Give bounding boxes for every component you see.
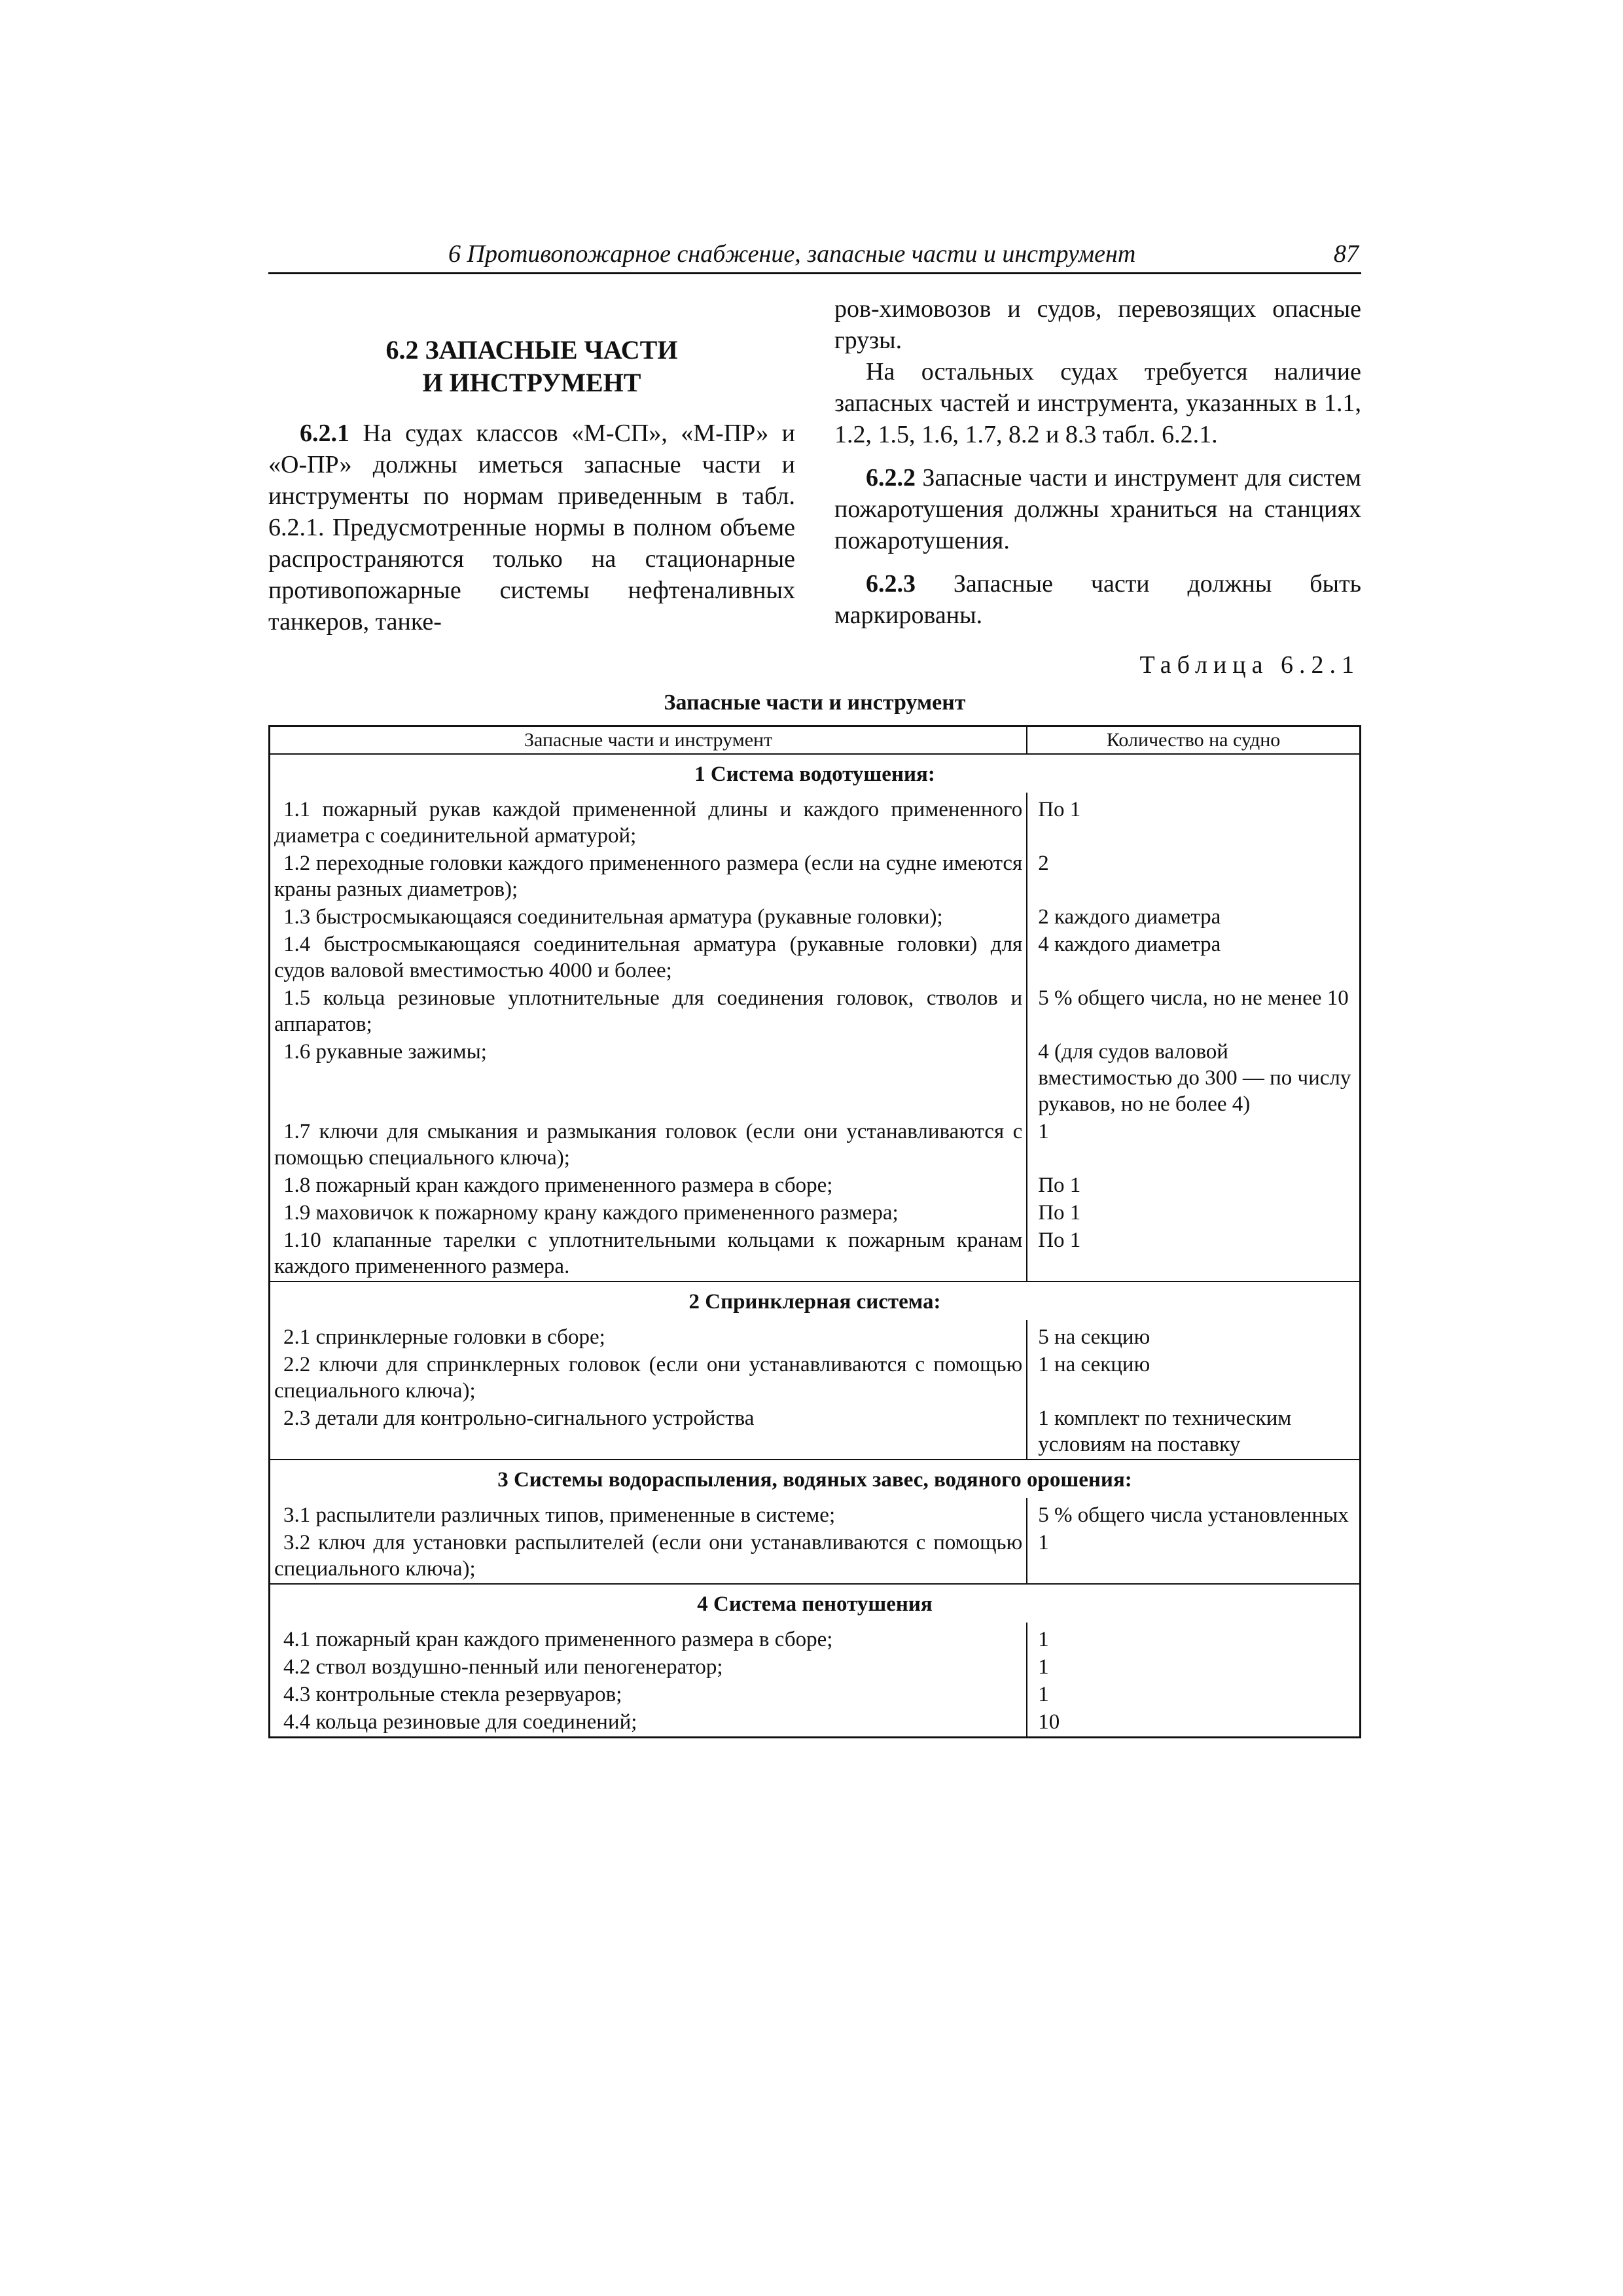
quantity-cell: По 1 xyxy=(1027,1200,1360,1227)
quantity-cell: 4 каждого диаметра xyxy=(1027,931,1360,985)
item-cell: 1.4 быстросмыкающаяся соединительная арматура (рукавные головки) для судов валовой вместимостью 4000 и более; xyxy=(274,933,1023,982)
column-header-quantity: Количество на судно xyxy=(1027,726,1360,755)
table-row xyxy=(270,850,1361,904)
quantity-cell: 1 xyxy=(1027,1681,1360,1709)
item-cell: 1.8 пожарный кран каждого примененного размера в сборе; xyxy=(283,1174,833,1197)
section-heading-line-1: 6.2 ЗАПАСНЫЕ ЧАСТИ xyxy=(385,335,678,365)
table-row xyxy=(270,1405,1361,1460)
paragraph-other-ships: На остальных судах требуется наличие запасных частей и инструмента, указанных в 1.1, 1.2, 1.5, 1.6, 1.7, 8.2 и 8.3 табл. 6.2.1. xyxy=(834,358,1361,448)
table-row xyxy=(270,1709,1361,1738)
table-row xyxy=(270,1119,1361,1172)
table-row xyxy=(270,1352,1361,1405)
item-cell: 2.2 ключи для спринклерных головок (если они устанавливаются с помощью специального ключа); xyxy=(274,1353,1023,1403)
table-row xyxy=(270,931,1361,985)
paragraph-6-2-2 xyxy=(834,462,1361,556)
clause-text: Запасные части и инструмент для систем пожаротушения должны храниться на станциях пожаротушения. xyxy=(834,464,1362,554)
item-cell: 4.3 контрольные стекла резервуаров; xyxy=(283,1683,622,1706)
table-row xyxy=(270,1498,1361,1530)
paragraph-6-2-3 xyxy=(834,568,1361,631)
table-row xyxy=(270,985,1361,1039)
table-row xyxy=(270,1200,1361,1227)
item-cell: 1.1 пожарный рукав каждой примененной длины и каждого примененного диаметра с соединительной арматурой; xyxy=(274,798,1023,848)
column-header-items: Запасные части и инструмент xyxy=(270,726,1027,755)
table-row xyxy=(270,1681,1361,1709)
paragraph-6-2-1 xyxy=(268,418,795,637)
item-cell: 1.6 рукавные зажимы; xyxy=(283,1040,487,1064)
quantity-cell: По 1 xyxy=(1027,793,1360,850)
clause-number: 6.2.3 xyxy=(866,570,916,598)
table-row xyxy=(270,904,1361,931)
item-cell: 3.2 ключ для установки распылителей (если они устанавливаются с помощью специального ключа); xyxy=(274,1531,1023,1581)
table-group-row xyxy=(270,1460,1361,1498)
spares-table xyxy=(268,725,1361,1738)
item-cell: 1.10 клапанные тарелки с уплотнительными кольцами к пожарным кранам каждого примененного размера. xyxy=(274,1229,1023,1278)
paragraph-continuation: ров-химовозов и судов, перевозящих опасные грузы. xyxy=(834,295,1361,354)
section-heading-line-2: И ИНСТРУМЕНТ xyxy=(422,368,641,397)
group-title: 3 Системы водораспыления, водяных завес, водяного орошения: xyxy=(270,1460,1361,1498)
group-title: 1 Система водотушения: xyxy=(270,754,1361,793)
quantity-cell: 10 xyxy=(1027,1709,1360,1738)
item-cell: 3.1 распылители различных типов, примененные в системе; xyxy=(283,1503,836,1527)
item-cell: 1.9 маховичок к пожарному крану каждого примененного размера; xyxy=(283,1201,899,1225)
item-cell: 1.7 ключи для смыкания и размыкания головок (если они устанавливаются с помощью специального ключа); xyxy=(274,1120,1023,1170)
running-head xyxy=(268,236,1361,274)
item-cell: 4.4 кольца резиновые для соединений; xyxy=(283,1710,637,1734)
quantity-cell: 5 на секцию xyxy=(1027,1320,1360,1352)
clause-text: Запасные части должны быть маркированы. xyxy=(834,570,1361,629)
clause-number: 6.2.2 xyxy=(866,464,916,492)
table-title: Запасные части и инструмент xyxy=(664,691,966,715)
right-column xyxy=(834,293,1361,631)
quantity-cell: По 1 xyxy=(1027,1172,1360,1200)
left-column xyxy=(268,293,795,637)
quantity-cell: 5 % общего числа установленных xyxy=(1027,1498,1360,1530)
table-body xyxy=(270,754,1361,1738)
quantity-cell: 1 xyxy=(1027,1530,1360,1584)
quantity-cell: 1 комплект по техническим условиям на поставку xyxy=(1027,1405,1360,1460)
group-title: 2 Спринклерная система: xyxy=(270,1282,1361,1320)
item-cell: 2.3 детали для контрольно-сигнального устройства xyxy=(283,1407,755,1430)
table-row xyxy=(270,1227,1361,1282)
quantity-cell: 2 xyxy=(1027,850,1360,904)
quantity-cell: 1 xyxy=(1027,1654,1360,1681)
item-cell: 1.5 кольца резиновые уплотнительные для соединения головок, стволов и аппаратов; xyxy=(274,986,1023,1036)
table-row xyxy=(270,1320,1361,1352)
clause-number: 6.2.1 xyxy=(300,420,349,447)
group-title: 4 Система пенотушения xyxy=(270,1584,1361,1623)
table-row xyxy=(270,1654,1361,1681)
table-group-row xyxy=(270,754,1361,793)
quantity-cell: 5 % общего числа, но не менее 10 xyxy=(1027,985,1360,1039)
item-cell: 4.2 ствол воздушно-пенный или пеногенератор; xyxy=(283,1655,723,1679)
item-cell: 4.1 пожарный кран каждого примененного размера в сборе; xyxy=(283,1628,833,1651)
table-row xyxy=(270,1039,1361,1119)
item-cell: 2.1 спринклерные головки в сборе; xyxy=(283,1325,605,1349)
quantity-cell: 1 xyxy=(1027,1119,1360,1172)
quantity-cell: 1 на секцию xyxy=(1027,1352,1360,1405)
table-row xyxy=(270,793,1361,850)
clause-text: На судах классов «М-СП», «М-ПР» и «О-ПР» должны иметься запасные части и инструменты по нормам приведенным в табл. 6.2.1. Предусмотренные нормы в полном объеме распространяются только на стационарные противопожарные системы нефтеналивных танкеров, танке- xyxy=(268,420,795,636)
table-group-row xyxy=(270,1282,1361,1320)
section-heading xyxy=(268,334,795,399)
quantity-cell: 4 (для судов валовой вместимостью до 300 — по числу рукавов, но не более 4) xyxy=(1027,1039,1360,1119)
table-group-row xyxy=(270,1584,1361,1623)
item-cell: 1.3 быстросмыкающаяся соединительная арматура (рукавные головки); xyxy=(283,905,943,929)
running-head-title: 6 Противопожарное снабжение, запасные части и инструмент xyxy=(448,240,1136,268)
table-row xyxy=(270,1530,1361,1584)
quantity-cell: 2 каждого диаметра xyxy=(1027,904,1360,931)
page-number: 87 xyxy=(1334,240,1359,268)
quantity-cell: По 1 xyxy=(1027,1227,1360,1282)
item-cell: 1.2 переходные головки каждого примененного размера (если на судне имеются краны разных диаметров); xyxy=(274,852,1023,901)
quantity-cell: 1 xyxy=(1027,1623,1360,1654)
table-row xyxy=(270,1172,1361,1200)
table-row xyxy=(270,1623,1361,1654)
table-number: Таблица 6.2.1 xyxy=(1139,651,1360,679)
table-header-row xyxy=(270,726,1361,755)
